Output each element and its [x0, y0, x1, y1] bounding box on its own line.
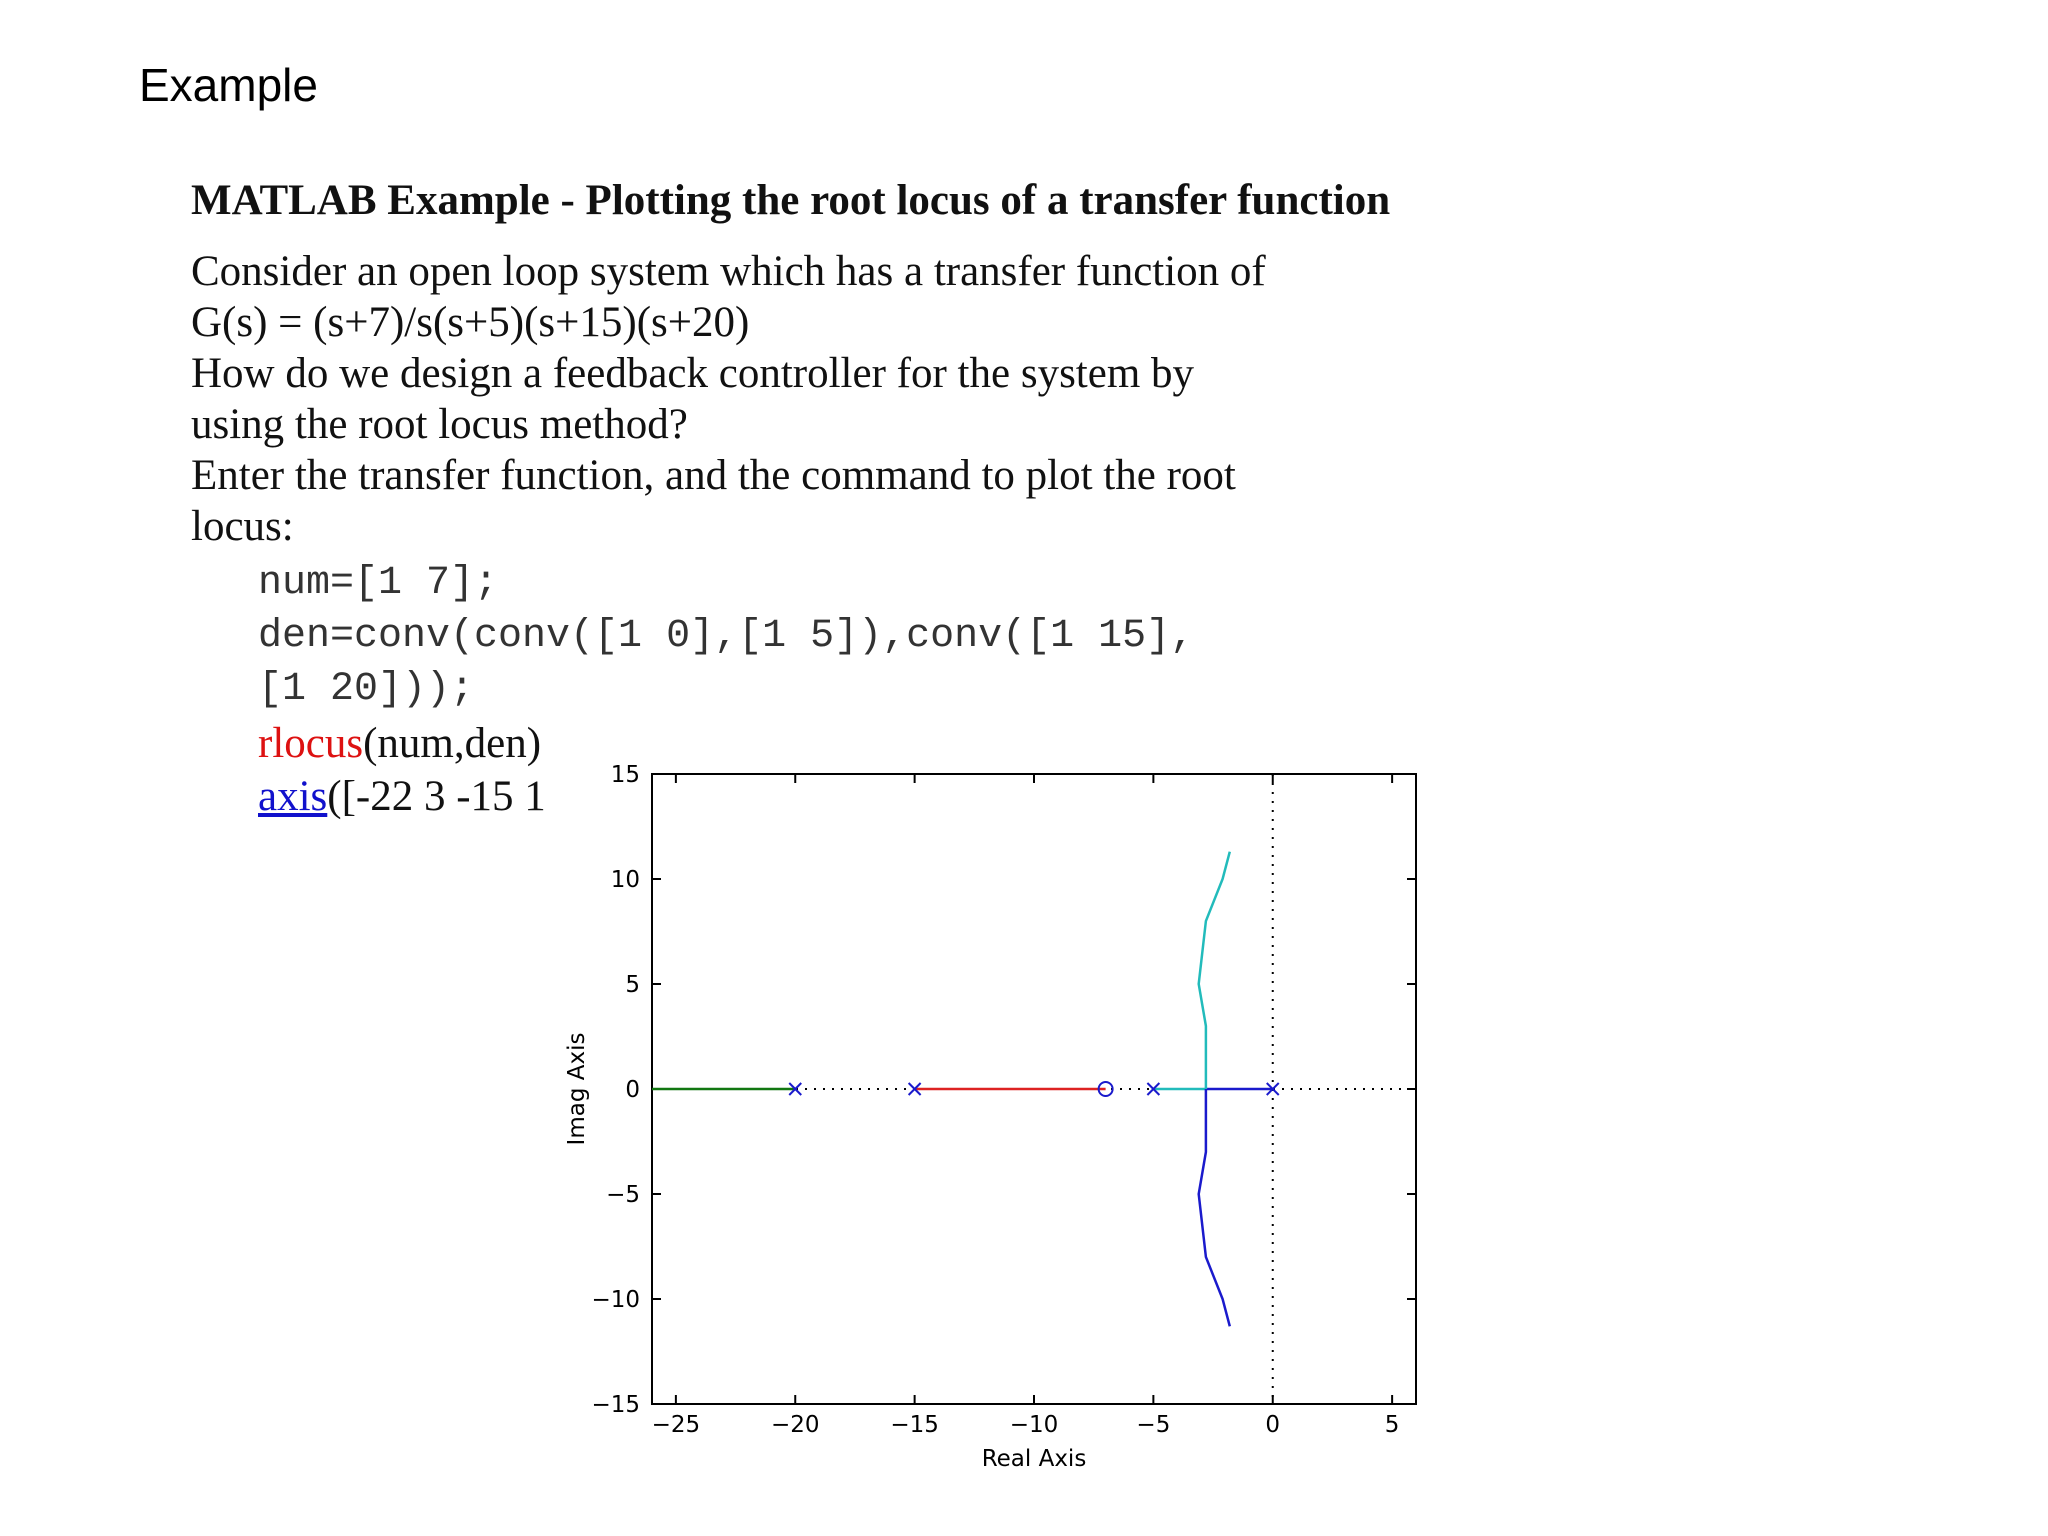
- y-tick-label: 0: [625, 1077, 640, 1103]
- text-line: How do we design a feedback controller for the system by: [191, 350, 1195, 397]
- x-tick-label: −5: [1136, 1412, 1171, 1438]
- slide-title: Example: [139, 59, 318, 111]
- y-axis-label: Imag Axis: [564, 1032, 590, 1146]
- axis-link[interactable]: axis: [258, 773, 328, 820]
- x-tick-label: 0: [1265, 1412, 1281, 1438]
- command-block: [258, 717, 558, 823]
- code-block: [258, 557, 1194, 716]
- code-line: num=[1 7];: [258, 561, 499, 606]
- y-tick-label: −10: [591, 1287, 640, 1313]
- x-tick-label: −20: [770, 1412, 820, 1438]
- y-tick-label: 5: [625, 972, 640, 998]
- text-line: Consider an open loop system which has a transfer function of: [191, 248, 1266, 295]
- root-locus-plot: [540, 750, 1440, 1480]
- axis-args: ([-22 3 -15 1: [327, 773, 546, 820]
- x-tick-label: 5: [1384, 1412, 1400, 1438]
- x-tick-label: −25: [651, 1412, 701, 1438]
- axis-command: [258, 770, 558, 823]
- code-line: [1 20]));: [258, 667, 475, 712]
- x-axis-label: Real Axis: [981, 1446, 1087, 1472]
- text-line: Enter the transfer function, and the command to plot the root: [191, 452, 1236, 499]
- section-heading: MATLAB Example - Plotting the root locus of a transfer function: [191, 177, 1391, 224]
- y-tick-label: −15: [591, 1392, 640, 1418]
- y-tick-label: 10: [610, 867, 640, 893]
- text-line: locus:: [191, 503, 294, 550]
- root-locus-svg: [540, 750, 1440, 1480]
- problem-description: [191, 246, 1266, 552]
- y-tick-label: 15: [610, 762, 640, 788]
- y-tick-label: −5: [606, 1182, 640, 1208]
- text-line: using the root locus method?: [191, 401, 688, 448]
- rlocus-function: rlocus: [258, 720, 364, 767]
- x-tick-label: −10: [1009, 1412, 1059, 1438]
- text-line: G(s) = (s+7)/s(s+5)(s+15)(s+20): [191, 299, 750, 346]
- rlocus-args: (num,den): [363, 720, 542, 767]
- rlocus-command: [258, 717, 558, 770]
- x-tick-label: −15: [890, 1412, 939, 1438]
- code-line: den=conv(conv([1 0],[1 5]),conv([1 15],: [258, 614, 1195, 659]
